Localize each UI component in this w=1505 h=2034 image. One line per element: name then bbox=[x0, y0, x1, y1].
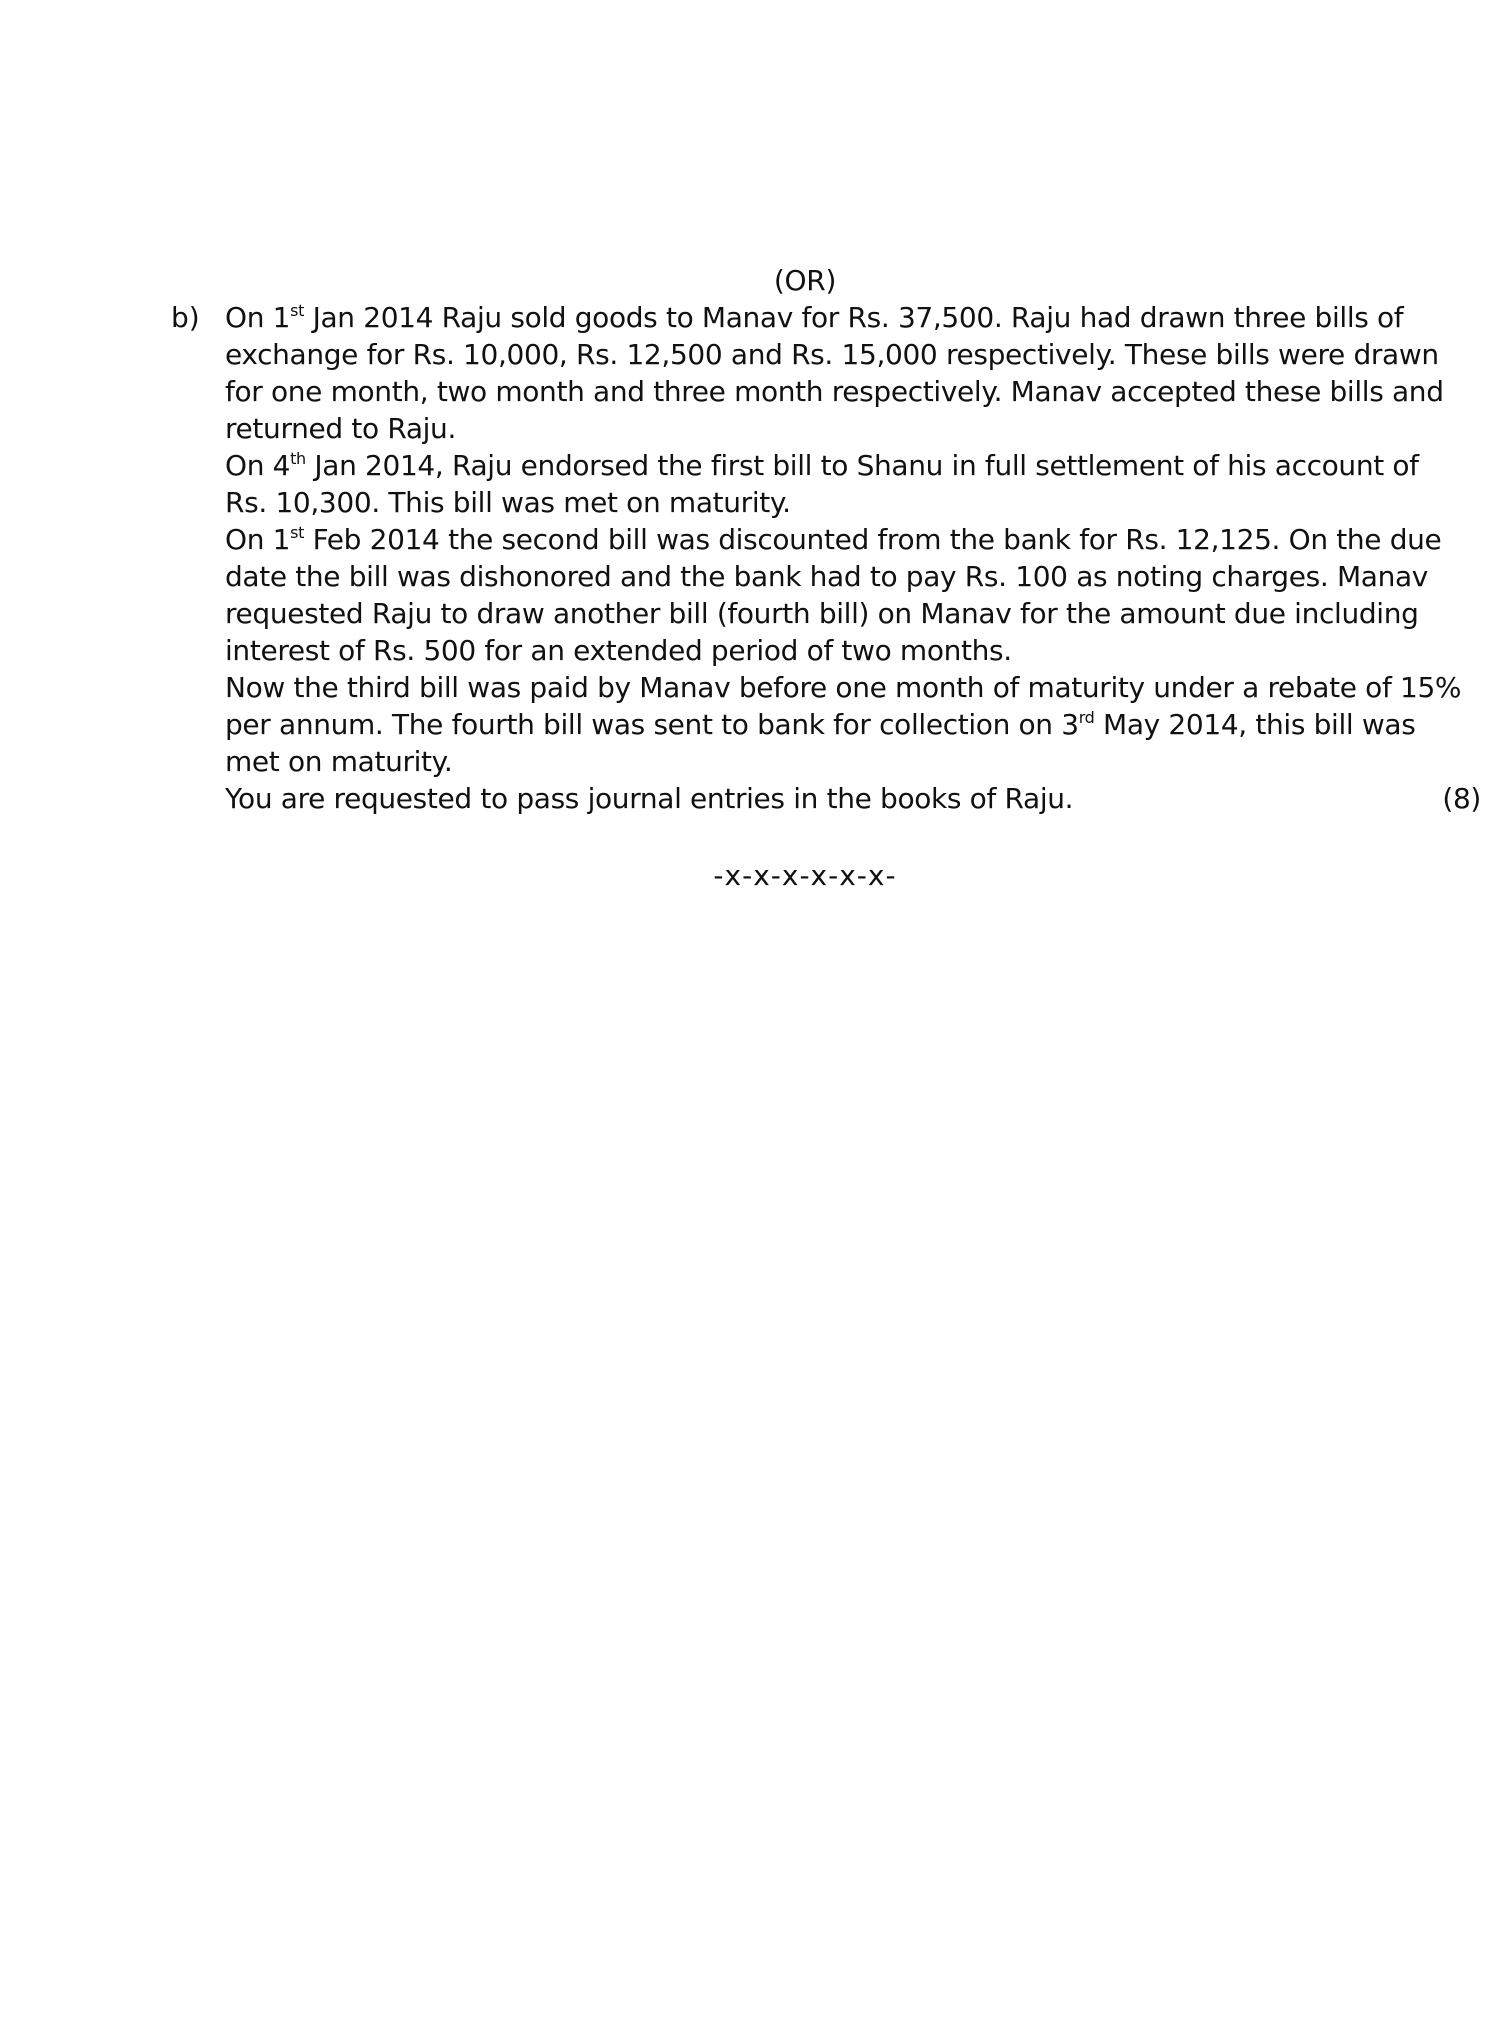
question-marks: (8) bbox=[1442, 782, 1481, 815]
question-line-4: returned to Raju. bbox=[225, 412, 456, 445]
question-line-11: Now the third bill was paid by Manav before one month of maturity under a rebate of 15% bbox=[225, 671, 1462, 704]
question-line-14: You are requested to pass journal entries in the books of Raju. (8) bbox=[225, 782, 1481, 815]
question-label: b) bbox=[171, 301, 200, 334]
end-of-paper-marker: -x-x-x-x-x-x- bbox=[713, 859, 897, 892]
question-line-13: met on maturity. bbox=[225, 745, 453, 778]
question-line-8: date the bill was dishonored and the bank had to pay Rs. 100 as noting charges. Manav bbox=[225, 560, 1428, 593]
question-line-7: On 1st Feb 2014 the second bill was discounted from the bank for Rs. 12,125. On the due bbox=[225, 523, 1442, 556]
question-line-5: On 4th Jan 2014, Raju endorsed the first bill to Shanu in full settlement of his account of bbox=[225, 449, 1419, 482]
question-line-1: On 1st Jan 2014 Raju sold goods to Manav for Rs. 37,500. Raju had drawn three bills of bbox=[225, 301, 1404, 334]
question-line-2: exchange for Rs. 10,000, Rs. 12,500 and Rs. 15,000 respectively. These bills were drawn bbox=[225, 338, 1439, 371]
question-line-6: Rs. 10,300. This bill was met on maturity. bbox=[225, 486, 791, 519]
question-line-3: for one month, two month and three month respectively. Manav accepted these bills and bbox=[225, 375, 1444, 408]
question-line-12: per annum. The fourth bill was sent to bank for collection on 3rd May 2014, this bill was bbox=[225, 708, 1416, 741]
question-line-9: requested Raju to draw another bill (fourth bill) on Manav for the amount due including bbox=[225, 597, 1419, 630]
question-line-10: interest of Rs. 500 for an extended period of two months. bbox=[225, 634, 1012, 667]
question-body bbox=[225, 299, 1481, 817]
or-heading: (OR) bbox=[773, 264, 837, 297]
